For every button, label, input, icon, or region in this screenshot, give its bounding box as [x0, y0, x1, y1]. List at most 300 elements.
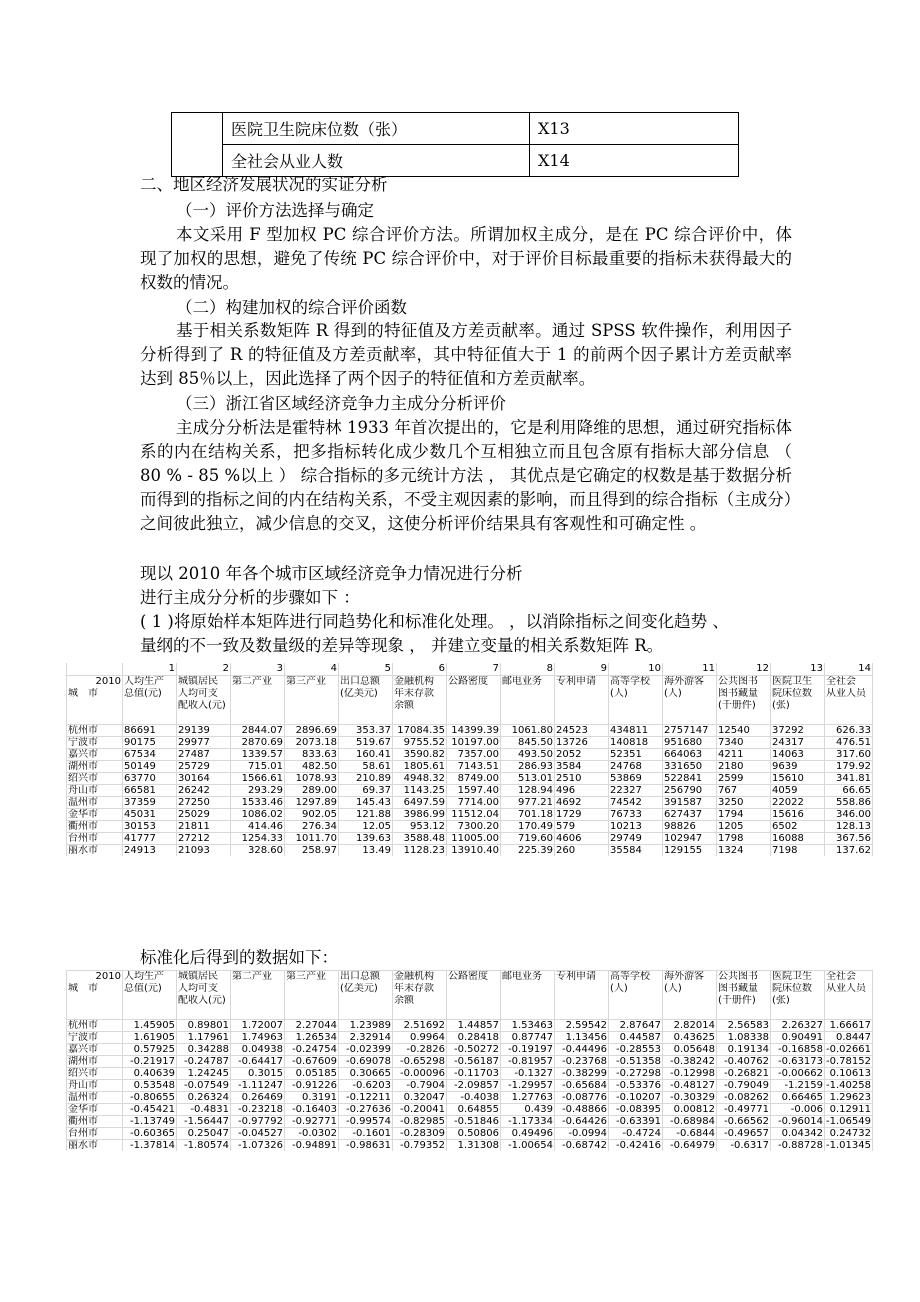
table-cell	[67, 995, 123, 1007]
table-cell	[123, 712, 177, 725]
data-cell: -0.27298	[609, 1068, 663, 1080]
data-cell: 76733	[609, 809, 663, 821]
table-row	[172, 113, 739, 145]
column-header: (张)	[771, 700, 825, 712]
table-row	[67, 1020, 873, 1032]
data-cell: 0.9964	[393, 1032, 447, 1044]
data-cell: -0.65684	[555, 1080, 609, 1092]
data-cell: 391587	[663, 797, 717, 809]
data-cell: -0.91226	[285, 1080, 339, 1092]
data-cell: -0.2826	[393, 1044, 447, 1056]
column-header: 图书藏量	[717, 688, 771, 700]
data-cell: -1.17334	[501, 1116, 555, 1128]
column-header: 公共图书	[717, 676, 771, 689]
paragraph-line: ( 1 )将原始样本矩阵进行同趋势化和标准化处理。 ，以消除指标之间变化趋势 、	[140, 612, 729, 631]
data-cell: 7340	[717, 737, 771, 749]
data-cell: 2180	[717, 761, 771, 773]
data-cell: 14399.39	[447, 725, 501, 737]
column-header: 从业人员	[825, 983, 873, 995]
column-header	[501, 688, 555, 700]
data-cell: 260	[555, 845, 609, 857]
column-header: 高等学校	[609, 971, 663, 984]
column-header: 总值(元)	[123, 688, 177, 700]
data-cell: 1061.80	[501, 725, 555, 737]
table-cell	[555, 712, 609, 725]
data-cell: 37359	[123, 797, 177, 809]
paragraph-line: 量纲的不一致及数量级的差异等现象 ， 并建立变量的相关系数矩阵 R。	[140, 636, 664, 655]
column-header-row	[67, 995, 873, 1007]
data-cell: -0.28309	[393, 1128, 447, 1140]
data-cell: 496	[555, 785, 609, 797]
data-cell: 1.31308	[447, 1140, 501, 1152]
data-cell: 1.24245	[177, 1068, 231, 1080]
data-cell: -0.02399	[339, 1044, 393, 1056]
column-header: 公共图书	[717, 971, 771, 984]
table-cell	[825, 1007, 873, 1020]
column-header	[555, 700, 609, 712]
data-cell: 29749	[609, 833, 663, 845]
data-cell: 121.88	[339, 809, 393, 821]
data-cell: 519.67	[339, 737, 393, 749]
table-row	[67, 1044, 873, 1056]
data-cell: -0.21917	[123, 1056, 177, 1068]
city-name: 绍兴市	[67, 1068, 123, 1080]
data-cell: 414.46	[231, 821, 285, 833]
city-name: 湖州市	[67, 761, 123, 773]
data-cell: -0.19197	[501, 1044, 555, 1056]
data-cell: -0.20041	[393, 1104, 447, 1116]
data-cell: 476.51	[825, 737, 873, 749]
data-cell: 1.44857	[447, 1020, 501, 1032]
column-header: (人)	[663, 983, 717, 995]
data-cell: -1.29957	[501, 1080, 555, 1092]
column-header	[501, 995, 555, 1007]
data-cell: 2073.18	[285, 737, 339, 749]
city-name: 宁波市	[67, 737, 123, 749]
data-cell: 0.25047	[177, 1128, 231, 1140]
data-cell: 17084.35	[393, 725, 447, 737]
data-cell: 0.64855	[447, 1104, 501, 1116]
standardized-data-spreadsheet	[66, 970, 871, 1151]
table-row	[67, 1116, 873, 1128]
column-header	[339, 995, 393, 1007]
data-cell: 328.60	[231, 845, 285, 857]
data-cell: 256790	[663, 785, 717, 797]
data-cell: -1.56447	[177, 1116, 231, 1128]
data-cell: -0.0302	[285, 1128, 339, 1140]
data-cell: -0.24754	[285, 1044, 339, 1056]
data-cell: 1254.33	[231, 833, 285, 845]
table-cell	[177, 1007, 231, 1020]
data-cell: -0.51846	[447, 1116, 501, 1128]
data-cell: -0.02661	[826, 1044, 871, 1055]
data-cell: 951680	[663, 737, 717, 749]
table-cell	[67, 663, 123, 676]
table-cell	[67, 700, 123, 712]
table-cell	[825, 712, 873, 725]
data-cell: -0.48866	[555, 1104, 609, 1116]
data-cell: 1143.25	[393, 785, 447, 797]
column-header: 院床位数	[771, 688, 825, 700]
data-cell: 41777	[123, 833, 177, 845]
data-cell: 0.90491	[771, 1032, 825, 1044]
data-cell: 0.28418	[447, 1032, 501, 1044]
city-name: 杭州市	[67, 725, 123, 737]
column-header	[285, 700, 339, 712]
data-cell: 8749.00	[447, 773, 501, 785]
table-cell	[393, 712, 447, 725]
data-cell: -0.80655	[123, 1092, 177, 1104]
city-name: 丽水市	[67, 845, 123, 857]
column-number: 4	[285, 663, 339, 676]
data-cell: 0.8447	[825, 1032, 873, 1044]
data-cell: 953.12	[393, 821, 447, 833]
column-number: 10	[609, 663, 663, 676]
data-cell: 286.93	[501, 761, 555, 773]
data-cell: -1.00654	[501, 1140, 555, 1152]
data-cell: 0.66465	[771, 1092, 825, 1104]
column-header: 出口总额	[339, 676, 393, 689]
paragraph-line: 标准化后得到的数据如下：	[140, 948, 338, 967]
data-cell: 2.87647	[609, 1020, 663, 1032]
city-name: 金华市	[67, 809, 123, 821]
data-cell: 3986.99	[393, 809, 447, 821]
column-header: 公路密度	[447, 971, 501, 984]
data-cell: 1.08338	[717, 1032, 771, 1044]
data-cell: -0.67609	[285, 1056, 339, 1068]
table-cell	[123, 1007, 177, 1020]
data-cell: 58.61	[339, 761, 393, 773]
column-header-row	[67, 971, 873, 984]
indicator-name: 全社会从业人数	[223, 145, 530, 177]
data-cell: -0.12998	[663, 1068, 717, 1080]
data-cell: 11005.00	[447, 833, 501, 845]
indicator-code: X14	[530, 145, 739, 177]
data-cell: 1.72007	[231, 1020, 285, 1032]
data-cell: 225.39	[501, 845, 555, 857]
city-name: 嘉兴市	[67, 749, 123, 761]
data-cell: -0.40762	[717, 1056, 771, 1068]
data-cell: 129155	[663, 845, 717, 857]
data-cell: -0.81957	[501, 1056, 555, 1068]
data-cell: 37292	[771, 725, 825, 737]
column-header	[231, 688, 285, 700]
data-cell: -0.64426	[555, 1116, 609, 1128]
data-cell: 29139	[177, 725, 231, 737]
data-cell: 7198	[771, 845, 825, 857]
column-number: 9	[555, 663, 609, 676]
column-header	[609, 700, 663, 712]
column-header: 总值(元)	[123, 983, 177, 995]
data-cell: 2870.69	[231, 737, 285, 749]
city-name: 温州市	[67, 797, 123, 809]
city-name: 丽水市	[67, 1140, 123, 1152]
data-cell: -0.24787	[177, 1056, 231, 1068]
year-label: 2010	[67, 971, 123, 984]
data-cell: -0.07549	[177, 1080, 231, 1092]
spreadsheet-table	[66, 663, 873, 856]
data-cell: 353.37	[339, 725, 393, 737]
data-cell: 25029	[177, 809, 231, 821]
data-cell: 30164	[177, 773, 231, 785]
data-cell: 1297.89	[285, 797, 339, 809]
column-number: 13	[771, 663, 825, 676]
data-cell: 626.33	[825, 725, 873, 737]
table-cell	[717, 712, 771, 725]
column-number: 6	[393, 663, 447, 676]
column-header	[555, 995, 609, 1007]
data-cell: 664063	[663, 749, 717, 761]
table-row	[67, 797, 873, 809]
data-cell: 13.49	[339, 845, 393, 857]
paragraph-line: 进行主成分分析的步骤如下 ：	[140, 588, 360, 607]
data-cell: -0.16858	[771, 1044, 825, 1056]
table-cell	[609, 1007, 663, 1020]
data-cell: 1729	[555, 809, 609, 821]
data-cell: -0.0994	[555, 1128, 609, 1140]
data-cell: 0.40639	[123, 1068, 177, 1080]
column-number: 7	[447, 663, 501, 676]
data-cell: 170.49	[501, 821, 555, 833]
city-name: 湖州市	[67, 1056, 123, 1068]
data-cell: 1533.46	[231, 797, 285, 809]
data-cell: -0.63173	[771, 1056, 825, 1068]
table-cell	[717, 1007, 771, 1020]
data-cell: 558.86	[825, 797, 873, 809]
table-cell	[339, 712, 393, 725]
table-row	[67, 845, 873, 857]
data-cell: -0.27636	[339, 1104, 393, 1116]
data-cell: -0.4831	[177, 1104, 231, 1116]
city-name: 嘉兴市	[67, 1044, 123, 1056]
data-cell: 29977	[177, 737, 231, 749]
table-cell	[771, 1007, 825, 1020]
data-cell: -0.53376	[609, 1080, 663, 1092]
column-header: 人均生产	[123, 971, 177, 984]
data-cell: 522841	[663, 773, 717, 785]
column-header	[447, 688, 501, 700]
data-cell: -0.49657	[717, 1128, 771, 1140]
column-header: 全社会	[825, 971, 873, 984]
data-cell: -0.99574	[339, 1116, 393, 1128]
raw-data-spreadsheet	[66, 663, 871, 856]
data-cell: 701.18	[501, 809, 555, 821]
column-header: 第三产业	[285, 971, 339, 984]
table-cell	[555, 1007, 609, 1020]
data-cell: -0.94891	[285, 1140, 339, 1152]
data-cell: 0.05185	[285, 1068, 339, 1080]
table-row	[67, 1104, 873, 1116]
table-row	[67, 1068, 873, 1080]
data-cell: -1.06549	[826, 1116, 871, 1127]
data-cell: 1.61905	[123, 1032, 177, 1044]
table-cell	[393, 1007, 447, 1020]
data-cell: 1.29623	[825, 1092, 873, 1104]
data-cell: 346.00	[825, 809, 873, 821]
data-cell: -0.6844	[663, 1128, 717, 1140]
indicator-name: 医院卫生院床位数（张）	[223, 113, 530, 145]
table-cell	[501, 1007, 555, 1020]
data-cell: -0.49771	[717, 1104, 771, 1116]
data-cell: -1.13749	[123, 1116, 177, 1128]
table-cell	[231, 1007, 285, 1020]
column-header	[447, 983, 501, 995]
data-cell: 13910.40	[447, 845, 501, 857]
data-cell: 35584	[609, 845, 663, 857]
column-number: 11	[663, 663, 717, 676]
column-number-row	[67, 663, 873, 676]
data-cell: 293.29	[231, 785, 285, 797]
data-cell: 0.50806	[447, 1128, 501, 1140]
column-header: 邮电业务	[501, 676, 555, 689]
data-cell: 434811	[609, 725, 663, 737]
data-cell: 0.26324	[177, 1092, 231, 1104]
data-cell: 7300.20	[447, 821, 501, 833]
data-cell: -1.2159	[771, 1080, 825, 1092]
column-header: 金融机构	[393, 676, 447, 689]
column-number: 14	[825, 663, 873, 676]
data-cell: -0.28553	[609, 1044, 663, 1056]
data-cell: 52351	[609, 749, 663, 761]
data-cell: 179.92	[825, 761, 873, 773]
table-cell	[231, 712, 285, 725]
data-cell: 53869	[609, 773, 663, 785]
table-row	[67, 809, 873, 821]
data-cell: 0.04938	[231, 1044, 285, 1056]
data-cell: -1.07326	[231, 1140, 285, 1152]
column-header: (人)	[609, 688, 663, 700]
data-cell: 0.26469	[231, 1092, 285, 1104]
column-header: 全社会	[825, 676, 873, 689]
data-cell: 2844.07	[231, 725, 285, 737]
data-cell: -0.96014	[771, 1116, 825, 1128]
table-row	[67, 749, 873, 761]
table-row	[67, 1128, 873, 1140]
data-cell: -0.00096	[393, 1068, 447, 1080]
data-cell: -0.79352	[393, 1140, 447, 1152]
data-cell: 7357.00	[447, 749, 501, 761]
column-header: (千册件)	[717, 700, 771, 712]
data-cell: 16088	[771, 833, 825, 845]
data-cell: 4948.32	[393, 773, 447, 785]
data-cell: 102947	[663, 833, 717, 845]
city-name: 舟山市	[67, 785, 123, 797]
data-cell: 9755.52	[393, 737, 447, 749]
table-cell	[771, 712, 825, 725]
data-cell: 0.439	[501, 1104, 555, 1116]
table-cell-blank	[172, 113, 223, 177]
data-cell: -0.11703	[447, 1068, 501, 1080]
year-label: 2010	[67, 676, 123, 689]
data-cell: 0.12911	[825, 1104, 873, 1116]
data-cell: 1798	[717, 833, 771, 845]
column-header-row	[67, 700, 873, 712]
column-number: 2	[177, 663, 231, 676]
data-cell: 25729	[177, 761, 231, 773]
table-cell	[447, 712, 501, 725]
column-header	[231, 995, 285, 1007]
column-header: 院床位数	[771, 983, 825, 995]
column-header: 专利申请	[555, 676, 609, 689]
column-header: 高等学校	[609, 676, 663, 689]
column-header: 专利申请	[555, 971, 609, 984]
column-header	[663, 995, 717, 1007]
data-cell: 1011.70	[285, 833, 339, 845]
indicator-table-continuation	[171, 112, 739, 177]
data-cell: -0.10207	[609, 1092, 663, 1104]
column-header: 邮电业务	[501, 971, 555, 984]
column-header	[285, 983, 339, 995]
data-cell: 45031	[123, 809, 177, 821]
data-cell: 14063	[771, 749, 825, 761]
column-header	[447, 995, 501, 1007]
column-header: 金融机构	[393, 971, 447, 984]
data-cell: -0.08395	[609, 1104, 663, 1116]
data-cell: 12540	[717, 725, 771, 737]
city-name: 温州市	[67, 1092, 123, 1104]
indicator-code: X13	[530, 113, 739, 145]
data-cell: 0.44587	[609, 1032, 663, 1044]
data-cell: 833.63	[285, 749, 339, 761]
data-cell: 26242	[177, 785, 231, 797]
data-cell: 1086.02	[231, 809, 285, 821]
table-row	[67, 1056, 873, 1068]
data-cell: 0.89801	[177, 1020, 231, 1032]
column-header: 人均生产	[123, 676, 177, 689]
table-cell	[285, 712, 339, 725]
data-cell: 27250	[177, 797, 231, 809]
data-cell: -0.42416	[609, 1140, 663, 1152]
data-cell: 1597.40	[447, 785, 501, 797]
data-cell: 139.63	[339, 833, 393, 845]
column-number: 5	[339, 663, 393, 676]
column-header: 海外游客	[663, 971, 717, 984]
data-cell: 74542	[609, 797, 663, 809]
data-cell: 2.32914	[339, 1032, 393, 1044]
column-header	[339, 700, 393, 712]
data-cell: 331650	[663, 761, 717, 773]
column-header: (亿美元)	[339, 983, 393, 995]
data-cell: -0.97792	[231, 1116, 285, 1128]
column-header	[501, 983, 555, 995]
data-cell: 258.97	[285, 845, 339, 857]
column-header	[609, 995, 663, 1007]
table-cell	[285, 1007, 339, 1020]
column-header: 年末存款	[393, 688, 447, 700]
column-header: 海外游客	[663, 676, 717, 689]
column-header: 人均可支	[177, 983, 231, 995]
column-header: (张)	[771, 995, 825, 1007]
data-cell: -0.66562	[717, 1116, 771, 1128]
data-cell: 15610	[771, 773, 825, 785]
column-header: 余额	[393, 995, 447, 1007]
data-cell: -0.44496	[555, 1044, 609, 1056]
data-cell: 7143.51	[447, 761, 501, 773]
table-row	[67, 785, 873, 797]
data-cell: 1.45905	[123, 1020, 177, 1032]
data-cell: 6497.59	[393, 797, 447, 809]
data-cell: 0.24732	[825, 1128, 873, 1140]
column-header: 城镇居民	[177, 676, 231, 689]
data-cell: 2757147	[663, 725, 717, 737]
data-cell: -0.63391	[609, 1116, 663, 1128]
data-cell: 24317	[771, 737, 825, 749]
data-cell: -0.79049	[717, 1080, 771, 1092]
data-cell: 69.37	[339, 785, 393, 797]
data-cell: 86691	[123, 725, 177, 737]
data-cell: 140818	[609, 737, 663, 749]
blank-row	[67, 712, 873, 725]
